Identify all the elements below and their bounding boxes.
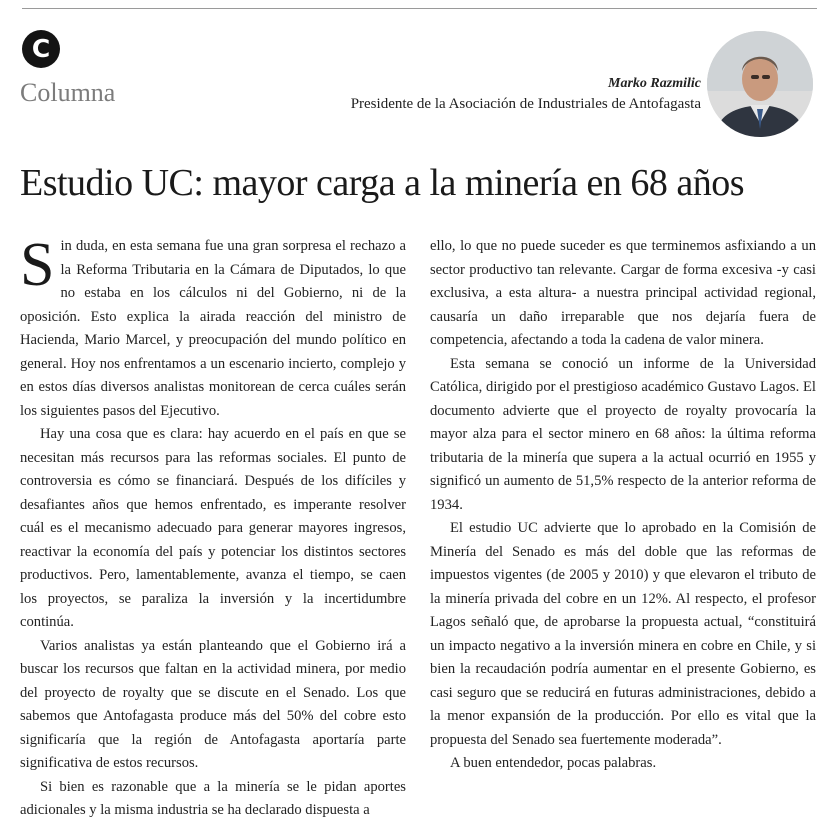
dropcap: S	[20, 231, 55, 299]
paragraph: Esta semana se conoció un informe de la Universidad Católica, dirigido por el prestigioso académico Gustavo Lagos. El documento advierte que el proyecto de royalty provocaría la mayor alza para el sector minero en 68 años: la última reforma tributaria de la minería que supera a la actual ocurrió en 1955 y significó un aumento de 51,5% respecto de la anterior reforma de 1934.	[430, 355, 816, 513]
top-rule	[22, 8, 817, 9]
paragraph: Hay una cosa que es clara: hay acuerdo en el país en que se necesitan más recursos para las reformas sociales. El punto de controversia es cómo se financiará. Después de los difíciles y desafiantes años que hemos enfrentado, es imperante resolver cuál es el mecanismo adecuado para generar mayores ingresos, reactivar la economía del país y potenciar los distintos sectores productivos. Pero, lamentablemente, avanza el tiempo, se caen los proyectos, se paraliza la inversión y la incertidumbre continúa.	[20, 426, 406, 630]
author-portrait-icon	[707, 31, 813, 137]
paragraph: Si bien es razonable que a la minería se le pidan aportes adicionales y la misma industria se ha declarado dispuesta a	[20, 778, 406, 818]
paragraph: Varios analistas ya están planteando que el Gobierno irá a buscar los recursos que faltan en la actividad minera, por medio del proyecto de royalty que se discute en el Senado. Los que sabemos que Antofagasta produce más del 50% del cobre esto significaría que la región de Antofagasta aportaría parte significativa de estos recursos.	[20, 637, 406, 771]
paragraph: ello, lo que no puede suceder es que terminemos asfixiando a un sector productivo tan relevante. Cargar de forma excesiva -y casi exclusiva, a esta altura- a nuestra principal actividad regional, causaría un daño irreparable que nos dejaría fuera de competencia, afectando a toda la cadena de valor minera.	[430, 238, 816, 348]
author-name: Marko Razmilic	[608, 76, 701, 91]
author-role: Presidente de la Asociación de Industriales de Antofagasta	[350, 96, 701, 112]
closing-line: A buen entendedor, pocas palabras.	[450, 755, 657, 771]
headline: Estudio UC: mayor carga a la minería en 68 años	[20, 162, 744, 204]
paragraph: El estudio UC advierte que lo aprobado en la Comisión de Minería del Senado es más del doble que las reformas de impuestos vigentes (de 2005 y 2010) y que elevaron el tributo de la minería privada del cobre en un 12%. Al respecto, el profesor Lagos señaló que, de aprobarse la propuesta actual, “constituirá un impacto negativo a la inversión minera en cobre en Chile, y si bien la recaudación podría aumentar en el presente Gobierno, es casi seguro que se reducirá en futuras administraciones, debido a la menor expansión de la producción. Por ello es vital que la propuesta del Senado sea fuertemente moderada”.	[430, 520, 816, 748]
section-label: Columna	[20, 78, 116, 107]
paragraph	[20, 231, 406, 423]
article-column-right	[430, 235, 816, 776]
column-badge: C	[22, 30, 60, 68]
author-photo	[707, 31, 813, 137]
paragraph-text: in duda, en esta semana fue una gran sorpresa el rechazo a la Reforma Tributaria en la Cámara de Diputados, lo que no estaba en los cálculos ni del Gobierno, ni de la oposición. Esto explica la airada reacción del ministro de Hacienda, Mario Marcel, y preocupación del mundo político en general. Hoy nos enfrentamos a un escenario incierto, complejo y en estos días diversos analistas monitorean de cerca cuáles serán los siguientes pasos del Ejecutivo.	[20, 238, 406, 419]
article-column-left	[20, 231, 406, 823]
